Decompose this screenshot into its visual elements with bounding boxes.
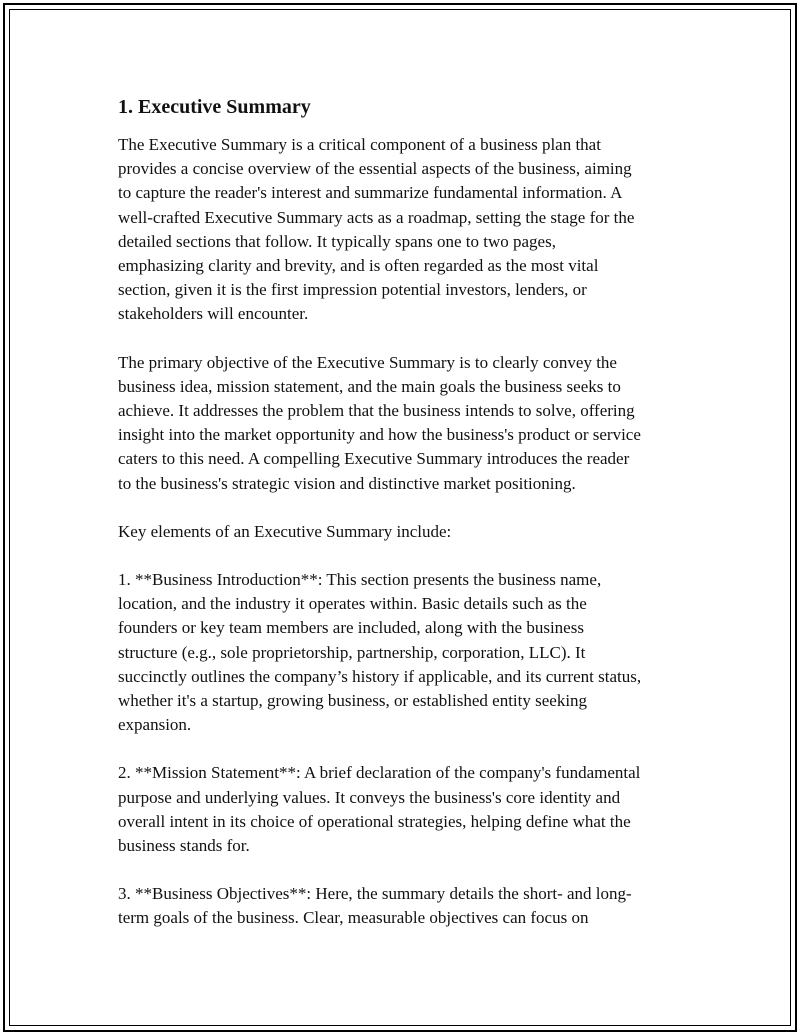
text-line: to capture the reader's interest and summarize fundamental information. A: [118, 183, 623, 203]
text-line: 1. **Business Introduction**: This section presents the business name,: [118, 570, 602, 590]
text-line: to the business's strategic vision and distinctive market positioning.: [118, 473, 576, 493]
text-line: Key elements of an Executive Summary include:: [118, 521, 452, 541]
text-line: purpose and underlying values. It conveys the business's core identity and: [118, 787, 621, 807]
text-line: emphasizing clarity and brevity, and is often regarded as the most vital: [118, 256, 599, 276]
text-line: section, given it is the first impression potential investors, lenders, or: [118, 280, 587, 300]
text-line: insight into the market opportunity and how the business's product or service: [118, 425, 641, 445]
text-line: well-crafted Executive Summary acts as a roadmap, setting the stage for the: [118, 207, 635, 227]
text-line: term goals of the business. Clear, measurable objectives can focus on: [118, 908, 589, 928]
text-line: The Executive Summary is a critical component of a business plan that: [118, 135, 601, 154]
text-line: provides a concise overview of the essential aspects of the business, aiming: [118, 159, 632, 179]
text-line: whether it's a startup, growing business, or established entity seeking: [118, 691, 588, 711]
section-heading: 1. Executive Summary: [118, 96, 311, 118]
text-line: achieve. It addresses the problem that the business intends to solve, offering: [118, 401, 635, 421]
paragraph-objective: [118, 351, 693, 496]
text-line: business stands for.: [118, 836, 250, 856]
text-line: 3. **Business Objectives**: Here, the summary details the short- and long-: [118, 884, 632, 904]
text-line: founders or key team members are included, along with the business: [118, 618, 584, 638]
text-line: caters to this need. A compelling Executive Summary introduces the reader: [118, 449, 630, 469]
paragraph-business-introduction: [118, 568, 693, 737]
text-line: overall intent in its choice of operational strategies, helping define what the: [118, 811, 631, 831]
text-line: succinctly outlines the company’s history if applicable, and its current status,: [118, 666, 642, 686]
text-line: expansion.: [118, 715, 192, 735]
document-body: [118, 94, 693, 955]
paragraph-key-elements: [118, 520, 693, 544]
text-line: The primary objective of the Executive Summary is to clearly convey the: [118, 352, 617, 372]
text-line: business idea, mission statement, and the main goals the business seeks to: [118, 376, 621, 396]
paragraph-mission-statement: [118, 761, 693, 858]
text-line: structure (e.g., sole proprietorship, partnership, corporation, LLC). It: [118, 642, 586, 662]
text-line: location, and the industry it operates within. Basic details such as the: [118, 594, 587, 614]
text-line: stakeholders will encounter.: [118, 304, 309, 324]
paragraph-business-objectives: [118, 882, 693, 930]
paragraph-intro: [118, 133, 693, 327]
text-line: detailed sections that follow. It typically spans one to two pages,: [118, 231, 556, 251]
text-line: 2. **Mission Statement**: A brief declaration of the company's fundamental: [118, 763, 641, 783]
